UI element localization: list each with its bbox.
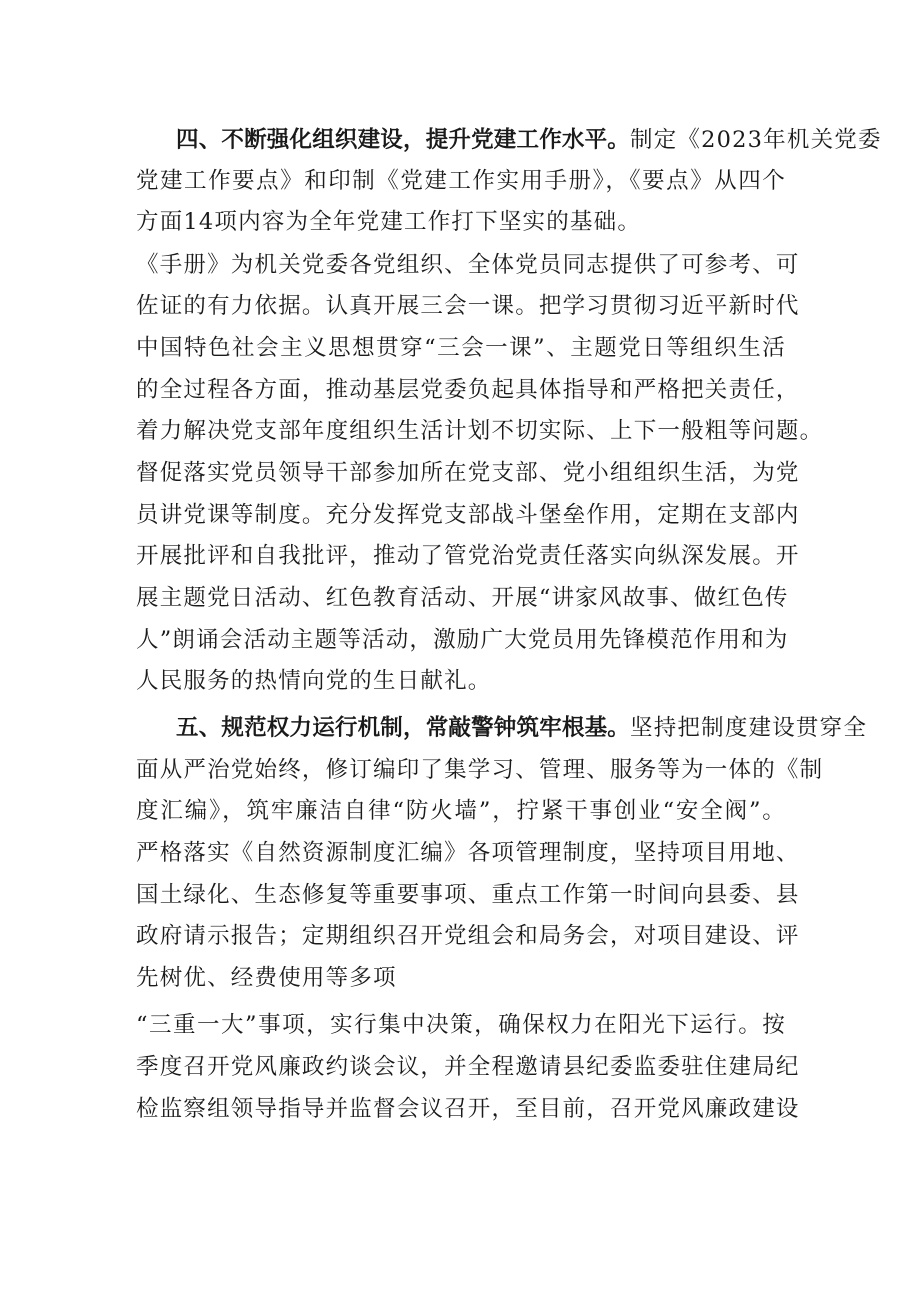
- body-line: 政府请示报告；定期组织召开党组会和局务会，对项目建设、评: [136, 923, 800, 949]
- body-line: 党建工作要点》和印制《党建工作实用手册》，《要点》从四个: [136, 168, 786, 194]
- body-line: 人”朗诵会活动主题等活动，激励广大党员用先锋模范作用和为: [136, 627, 789, 653]
- body-line: 督促落实党员领导干部参加所在党支部、党小组组织生活，为党: [136, 460, 800, 486]
- body-line: 国土绿化、生态修复等重要事项、重点工作第一时间向县委、县: [136, 882, 800, 908]
- section-heading-5: 五、规范权力运行机制，常敲警钟筑牢根基。: [176, 715, 631, 741]
- body-line: 人民服务的热情向党的生日献礼。: [136, 668, 492, 694]
- body-line: 中国特色社会主义思想贯穿“三会一课”、主题党日等组织生活: [136, 335, 786, 361]
- body-line: 检监察组领导指导并监督会议召开，至目前，召开党风廉政建设: [136, 1096, 800, 1122]
- paragraph-4-line-1: [176, 125, 882, 155]
- body-line: “三重一大”事项，实行集中决策，确保权力在阳光下运行。按: [136, 1012, 786, 1038]
- body-text: 坚持把制度建设贯穿全: [630, 715, 868, 741]
- body-line: 季度召开党风廉政约谈会议，并全程邀请县纪委监委驻住建局纪: [136, 1054, 800, 1080]
- body-line: 员讲党课等制度。充分发挥党支部战斗堡垒作用，定期在支部内: [136, 502, 800, 528]
- body-line: 开展批评和自我批评，推动了管党治党责任落实向纵深发展。开: [136, 543, 800, 569]
- body-line: 着力解决党支部年度组织生活计划不切实际、上下一般粗等问题。: [136, 418, 824, 444]
- body-line: 先树优、经费使用等多项: [136, 965, 397, 991]
- paragraph-5-line-1: [176, 713, 868, 743]
- body-line: 面从严治党始终，修订编印了集学习、管理、服务等为一体的《制: [136, 757, 824, 783]
- body-line: 佐证的有力依据。认真开展三会一课。把学习贯彻习近平新时代: [136, 293, 800, 319]
- body-line: 《手册》为机关党委各党组织、全体党员同志提供了可参考、可: [136, 252, 800, 278]
- body-line: 方面14项内容为全年党建工作打下坚实的基础。: [136, 209, 642, 235]
- body-line: 展主题党日活动、红色教育活动、开展“讲家风故事、做红色传: [136, 585, 789, 611]
- body-line: 度汇编》，筑牢廉洁自律“防火墙”，拧紧干事创业“安全阀”。: [136, 798, 786, 824]
- body-line: 的全过程各方面，推动基层党委负起具体指导和严格把关责任，: [136, 377, 800, 403]
- body-line: 严格落实《自然资源制度汇编》各项管理制度，坚持项目用地、: [136, 840, 800, 866]
- body-text: 制定《2023年机关党委: [630, 127, 882, 153]
- section-heading-4: 四、不断强化组织建设，提升党建工作水平。: [176, 127, 631, 153]
